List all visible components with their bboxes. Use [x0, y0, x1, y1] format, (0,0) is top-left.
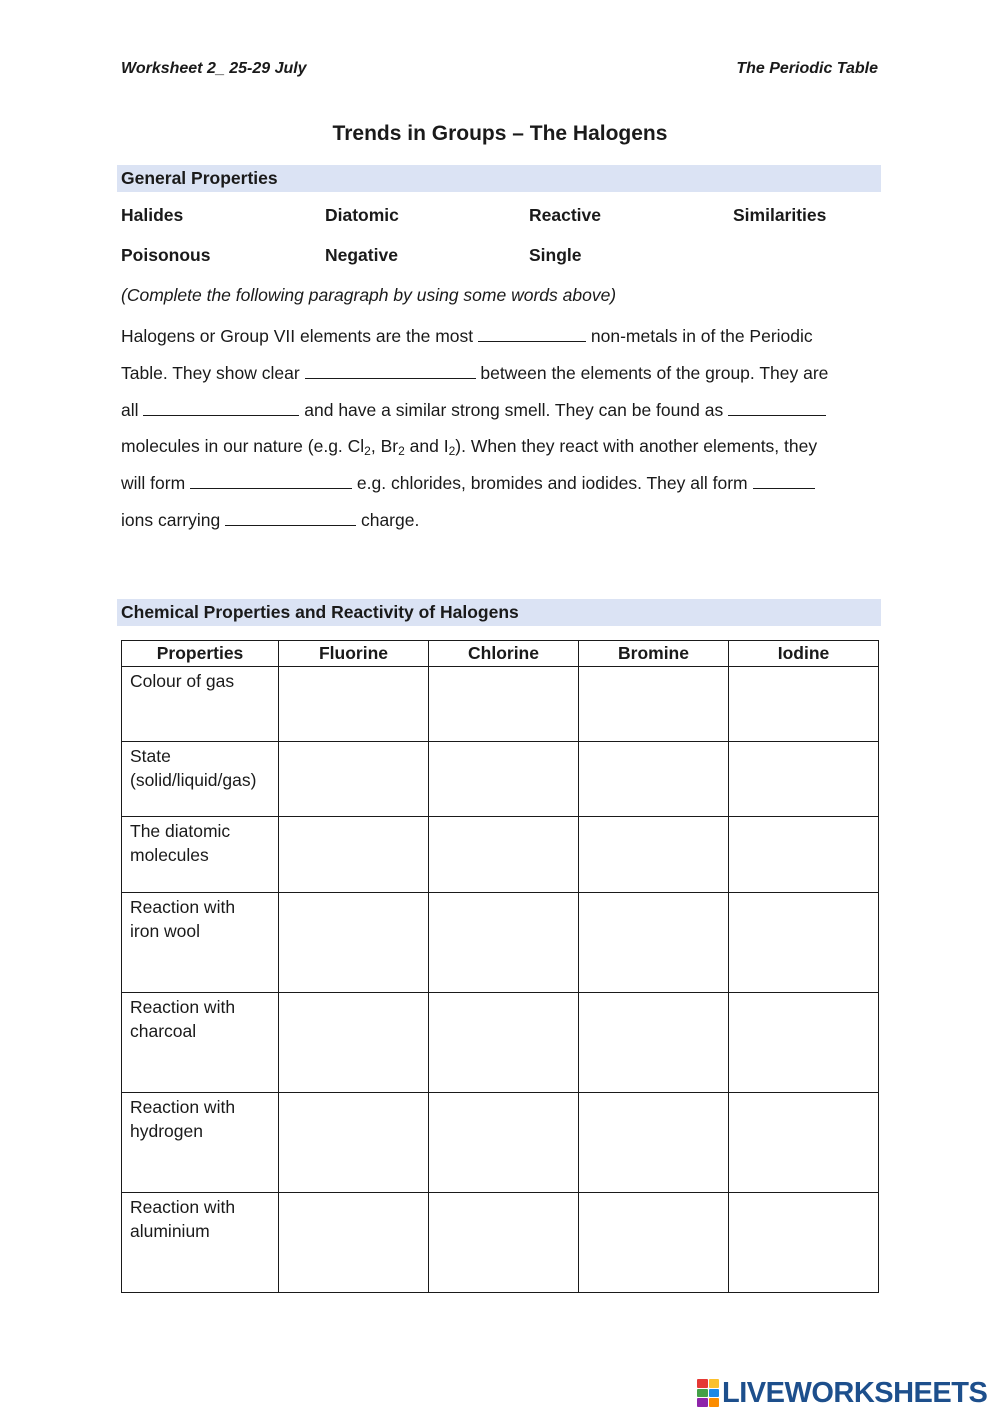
- table-row: [122, 817, 879, 893]
- answer-cell-iodine[interactable]: [729, 993, 879, 1093]
- section-heading-general-properties: General Properties: [117, 165, 881, 192]
- halogen-properties-table: [121, 640, 879, 1293]
- answer-cell-fluorine[interactable]: [279, 742, 429, 817]
- answer-cell-bromine[interactable]: [579, 667, 729, 742]
- row-label-line: Reaction with: [130, 1197, 236, 1217]
- row-label: [122, 817, 279, 893]
- answer-cell-fluorine[interactable]: [279, 667, 429, 742]
- paragraph-text: ions carrying: [121, 510, 221, 530]
- answer-cell-iodine[interactable]: [729, 667, 879, 742]
- subscript: 2: [448, 444, 456, 458]
- row-label-line: iron wool: [130, 921, 201, 941]
- answer-cell-bromine[interactable]: [579, 817, 729, 893]
- logo-square: [709, 1379, 720, 1388]
- paragraph-text: , Br: [370, 436, 399, 456]
- row-label-line: Colour of gas: [130, 671, 235, 691]
- row-label-line: Reaction with: [130, 1097, 236, 1117]
- page-title: Trends in Groups – The Halogens: [332, 122, 668, 145]
- column-header-bromine: Bromine: [579, 641, 729, 667]
- answer-cell-bromine[interactable]: [579, 993, 729, 1093]
- column-header-chlorine: Chlorine: [429, 641, 579, 667]
- paragraph-text: Halogens or Group VII elements are the most: [121, 326, 474, 346]
- table-row: [122, 667, 879, 742]
- paragraph-line: [121, 509, 419, 531]
- logo-square: [709, 1398, 720, 1407]
- logo-square: [697, 1398, 708, 1407]
- row-label-line: aluminium: [130, 1221, 210, 1241]
- row-label: [122, 993, 279, 1093]
- row-label-line: (solid/liquid/gas): [130, 770, 257, 790]
- instruction-text: (Complete the following paragraph by using some words above): [121, 285, 617, 305]
- row-label-line: molecules: [130, 845, 209, 865]
- answer-cell-iodine[interactable]: [729, 817, 879, 893]
- paragraph-line: [121, 472, 815, 494]
- header-worksheet-label: Worksheet 2_ 25-29 July: [121, 60, 307, 77]
- answer-cell-iodine[interactable]: [729, 1193, 879, 1293]
- paragraph-line: [121, 436, 817, 457]
- row-label-line: charcoal: [130, 1021, 197, 1041]
- table-header-row: [122, 641, 879, 667]
- answer-cell-iodine[interactable]: [729, 1093, 879, 1193]
- word-bank-item: Diatomic: [325, 205, 399, 225]
- word-bank-item: Poisonous: [121, 245, 211, 265]
- table-row: [122, 1193, 879, 1293]
- row-label: [122, 1193, 279, 1293]
- answer-blank-5[interactable]: [190, 472, 352, 489]
- answer-cell-fluorine[interactable]: [279, 993, 429, 1093]
- answer-cell-fluorine[interactable]: [279, 1193, 429, 1293]
- row-label-line: State: [130, 746, 171, 766]
- answer-cell-bromine[interactable]: [579, 1093, 729, 1193]
- answer-cell-chlorine[interactable]: [429, 742, 579, 817]
- word-bank-item: Halides: [121, 205, 184, 225]
- column-header-iodine: Iodine: [729, 641, 879, 667]
- paragraph-text: all: [121, 400, 139, 420]
- paragraph-text: e.g. chlorides, bromides and iodides. They all form: [356, 473, 748, 493]
- row-label: [122, 893, 279, 993]
- answer-cell-iodine[interactable]: [729, 742, 879, 817]
- word-bank-item: Single: [529, 245, 582, 265]
- paragraph-line: [121, 325, 813, 347]
- answer-cell-iodine[interactable]: [729, 893, 879, 993]
- table-row: [122, 993, 879, 1093]
- answer-cell-chlorine[interactable]: [429, 667, 579, 742]
- column-header-properties: Properties: [122, 641, 279, 667]
- answer-blank-3[interactable]: [143, 399, 299, 416]
- row-label: [122, 1093, 279, 1193]
- logo-square: [697, 1379, 708, 1388]
- row-label: [122, 667, 279, 742]
- word-bank-item: Negative: [325, 245, 398, 265]
- paragraph-text: and have a similar strong smell. They can be found as: [304, 400, 724, 420]
- answer-cell-chlorine[interactable]: [429, 993, 579, 1093]
- table-row: [122, 893, 879, 993]
- header-topic-label: The Periodic Table: [736, 60, 878, 77]
- paragraph-text: will form: [121, 473, 186, 493]
- answer-blank-7[interactable]: [225, 509, 356, 526]
- liveworksheets-logo-icon: [697, 1379, 719, 1407]
- row-label-line: hydrogen: [130, 1121, 203, 1141]
- answer-cell-chlorine[interactable]: [429, 1193, 579, 1293]
- row-label-line: Reaction with: [130, 897, 236, 917]
- paragraph-text: ). When they react with another elements, they: [455, 436, 818, 456]
- answer-cell-fluorine[interactable]: [279, 893, 429, 993]
- subscript: 2: [364, 444, 371, 458]
- answer-cell-bromine[interactable]: [579, 742, 729, 817]
- answer-cell-fluorine[interactable]: [279, 1093, 429, 1193]
- word-bank-item: Similarities: [733, 205, 827, 225]
- logo-square: [697, 1389, 708, 1398]
- table-row: [122, 742, 879, 817]
- column-header-fluorine: Fluorine: [279, 641, 429, 667]
- logo-square: [709, 1389, 720, 1398]
- answer-cell-chlorine[interactable]: [429, 1093, 579, 1193]
- answer-blank-4[interactable]: [728, 399, 826, 416]
- paragraph-text: non-metals in of the Periodic: [590, 326, 813, 346]
- word-bank-item: Reactive: [529, 205, 601, 225]
- liveworksheets-logo[interactable]: [697, 1376, 987, 1410]
- table-row: [122, 1093, 879, 1193]
- row-label-line: Reaction with: [130, 997, 236, 1017]
- paragraph-text: Table. They show clear: [121, 363, 300, 383]
- answer-cell-bromine[interactable]: [579, 893, 729, 993]
- answer-blank-1[interactable]: [478, 325, 586, 342]
- row-label: [122, 742, 279, 817]
- answer-blank-2[interactable]: [305, 362, 476, 379]
- answer-cell-chlorine[interactable]: [429, 893, 579, 993]
- paragraph-line: [121, 362, 828, 384]
- paragraph-text: and I: [404, 436, 449, 456]
- answer-blank-6[interactable]: [753, 472, 815, 489]
- paragraph-text: between the elements of the group. They are: [480, 363, 829, 383]
- row-label-line: The diatomic: [130, 821, 231, 841]
- answer-cell-chlorine[interactable]: [429, 817, 579, 893]
- paragraph-text: charge.: [360, 510, 420, 530]
- paragraph-line: [121, 399, 826, 421]
- section-heading-chemical-properties: Chemical Properties and Reactivity of Halogens: [117, 599, 881, 626]
- answer-cell-bromine[interactable]: [579, 1193, 729, 1293]
- subscript: 2: [398, 444, 405, 458]
- paragraph-text: molecules in our nature (e.g. Cl: [121, 436, 365, 456]
- logo-text: LIVEWORKSHEETS: [722, 1376, 988, 1409]
- answer-cell-fluorine[interactable]: [279, 817, 429, 893]
